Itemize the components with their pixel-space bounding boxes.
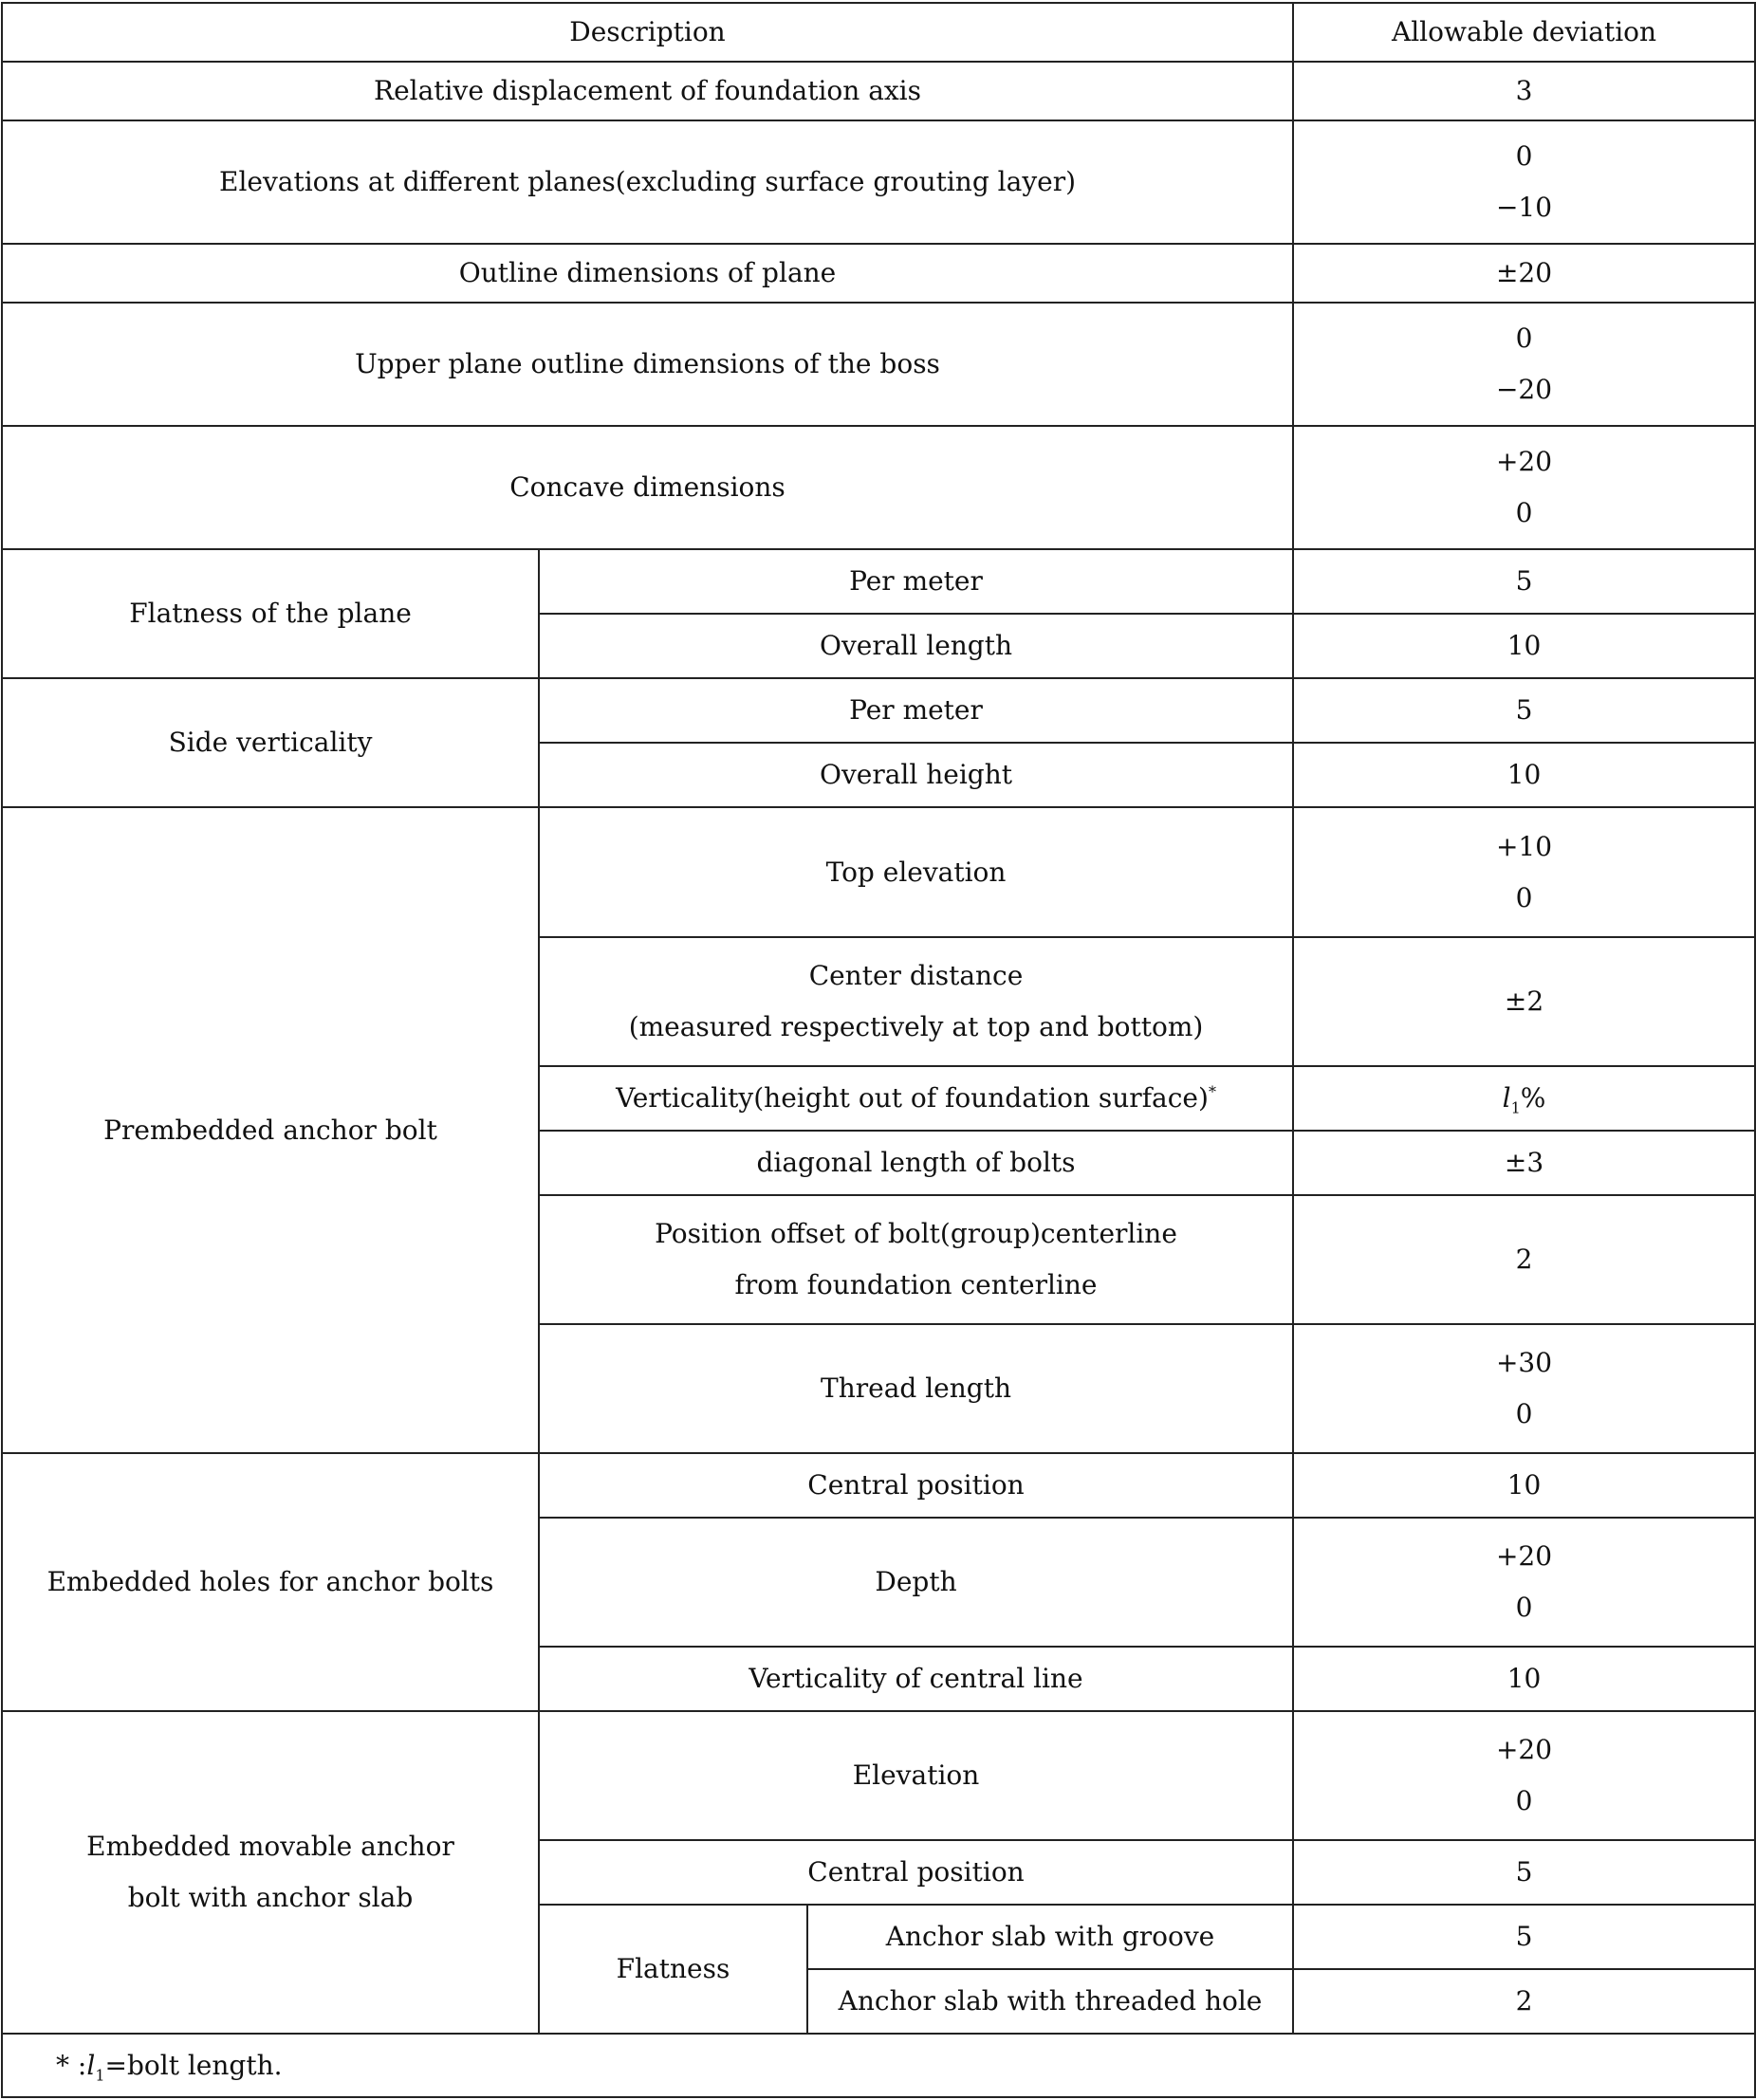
group-label-movable-anchor — [2, 1711, 539, 2034]
sub-label-thread-length: Thread length — [539, 1324, 1293, 1453]
row-label-elevations: Elevations at different planes(excluding surface grouting layer) — [2, 120, 1293, 244]
sub-value-offset: 2 — [1293, 1195, 1755, 1324]
value-upper: 0 — [1515, 322, 1533, 354]
value-upper: +20 — [1495, 1734, 1553, 1765]
row-value-outline-plane: ±20 — [1293, 244, 1755, 303]
sub-label-diagonal: diagonal length of bolts — [539, 1131, 1293, 1195]
footnote-symbol: l — [86, 2049, 96, 2081]
value-lower: 0 — [1515, 881, 1533, 913]
footnote-row — [2, 2034, 1755, 2097]
sub-value-slab-groove: 5 — [1293, 1905, 1755, 1969]
row-value-elevations — [1293, 120, 1755, 244]
sub-value-verticality-central-line: 10 — [1293, 1647, 1755, 1711]
table-row — [2, 303, 1755, 426]
sub-label-verticality — [539, 1066, 1293, 1131]
row-label-concave: Concave dimensions — [2, 426, 1293, 549]
sub-value-overall-height: 10 — [1293, 743, 1755, 807]
sub-value-per-meter: 5 — [1293, 678, 1755, 743]
footnote — [2, 2034, 1755, 2097]
sub-label-depth: Depth — [539, 1518, 1293, 1647]
value-lower: −20 — [1495, 374, 1553, 405]
table-row — [2, 807, 1755, 937]
label-line-1: Position offset of bolt(group)centerline — [655, 1218, 1177, 1249]
row-value-concave — [1293, 426, 1755, 549]
sub-label-verticality-central-line: Verticality of central line — [539, 1647, 1293, 1711]
footnote-marker: * — [1208, 1082, 1216, 1101]
sub-label-slab-groove: Anchor slab with groove — [807, 1905, 1293, 1969]
table-row — [2, 62, 1755, 120]
value-lower: 0 — [1515, 497, 1533, 528]
table-row — [2, 1711, 1755, 1840]
table-row — [2, 678, 1755, 743]
table-row — [2, 426, 1755, 549]
sub-value-elevation — [1293, 1711, 1755, 1840]
sub-value-slab-threaded: 2 — [1293, 1969, 1755, 2034]
value-lower: 0 — [1515, 1592, 1533, 1623]
sub-group-label-flatness: Flatness — [539, 1905, 807, 2034]
value-lower: 0 — [1515, 1398, 1533, 1429]
group-label-side-verticality: Side verticality — [2, 678, 539, 807]
sub-label-central-position: Central position — [539, 1453, 1293, 1518]
sub-value-overall-length: 10 — [1293, 614, 1755, 678]
row-label-outline-plane: Outline dimensions of plane — [2, 244, 1293, 303]
sub-label-offset — [539, 1195, 1293, 1324]
sub-label-elevation: Elevation — [539, 1711, 1293, 1840]
table-row — [2, 120, 1755, 244]
label-line-1: Embedded movable anchor — [86, 1831, 454, 1862]
sub-value-center-distance: ±2 — [1293, 937, 1755, 1066]
group-label-flatness-plane: Flatness of the plane — [2, 549, 539, 678]
sub-value-central-position: 5 — [1293, 1840, 1755, 1905]
label-line-2: (measured respectively at top and bottom) — [628, 1011, 1204, 1042]
sub-value-diagonal: ±3 — [1293, 1131, 1755, 1195]
value-suffix: % — [1520, 1082, 1546, 1114]
label-line-1: Center distance — [808, 960, 1024, 991]
value-subscript: 1 — [1510, 1098, 1521, 1117]
value-upper: 0 — [1515, 140, 1533, 172]
sub-label-per-meter: Per meter — [539, 678, 1293, 743]
row-value-boss — [1293, 303, 1755, 426]
sub-label-overall-length: Overall length — [539, 614, 1293, 678]
header-description: Description — [2, 3, 1293, 62]
label-line-2: bolt with anchor slab — [127, 1882, 414, 1913]
sub-label-central-position: Central position — [539, 1840, 1293, 1905]
sub-value-depth — [1293, 1518, 1755, 1647]
sub-label-top-elevation: Top elevation — [539, 807, 1293, 937]
value-lower: −10 — [1495, 192, 1553, 223]
row-label-boss: Upper plane outline dimensions of the boss — [2, 303, 1293, 426]
value-symbol: l — [1502, 1082, 1511, 1114]
value-upper: +10 — [1495, 830, 1553, 862]
sub-value-verticality — [1293, 1066, 1755, 1131]
group-label-embedded-holes: Embedded holes for anchor bolts — [2, 1453, 539, 1711]
label-line-2: from foundation centerline — [734, 1269, 1098, 1300]
sub-label-per-meter: Per meter — [539, 549, 1293, 614]
row-value-foundation-axis: 3 — [1293, 62, 1755, 120]
deviation-table — [1, 2, 1756, 2098]
header-allowable-deviation: Allowable deviation — [1293, 3, 1755, 62]
sub-value-per-meter: 5 — [1293, 549, 1755, 614]
table-row — [2, 549, 1755, 614]
table-row — [2, 1453, 1755, 1518]
table-row — [2, 244, 1755, 303]
sub-label-center-distance — [539, 937, 1293, 1066]
group-label-anchor-bolt: Prembedded anchor bolt — [2, 807, 539, 1453]
sub-label-slab-threaded: Anchor slab with threaded hole — [807, 1969, 1293, 2034]
value-upper: +20 — [1495, 1540, 1553, 1572]
header-row — [2, 3, 1755, 62]
row-label-foundation-axis: Relative displacement of foundation axis — [2, 62, 1293, 120]
footnote-text: =bolt length. — [104, 2049, 283, 2081]
footnote-marker: * : — [56, 2049, 87, 2081]
sub-value-thread-length — [1293, 1324, 1755, 1453]
value-upper: +20 — [1495, 446, 1553, 477]
sub-value-central-position: 10 — [1293, 1453, 1755, 1518]
value-upper: +30 — [1495, 1347, 1553, 1378]
footnote-subscript: 1 — [95, 2066, 105, 2085]
verticality-text: Verticality(height out of foundation surface) — [616, 1082, 1209, 1114]
sub-value-top-elevation — [1293, 807, 1755, 937]
sub-label-overall-height: Overall height — [539, 743, 1293, 807]
value-lower: 0 — [1515, 1785, 1533, 1816]
